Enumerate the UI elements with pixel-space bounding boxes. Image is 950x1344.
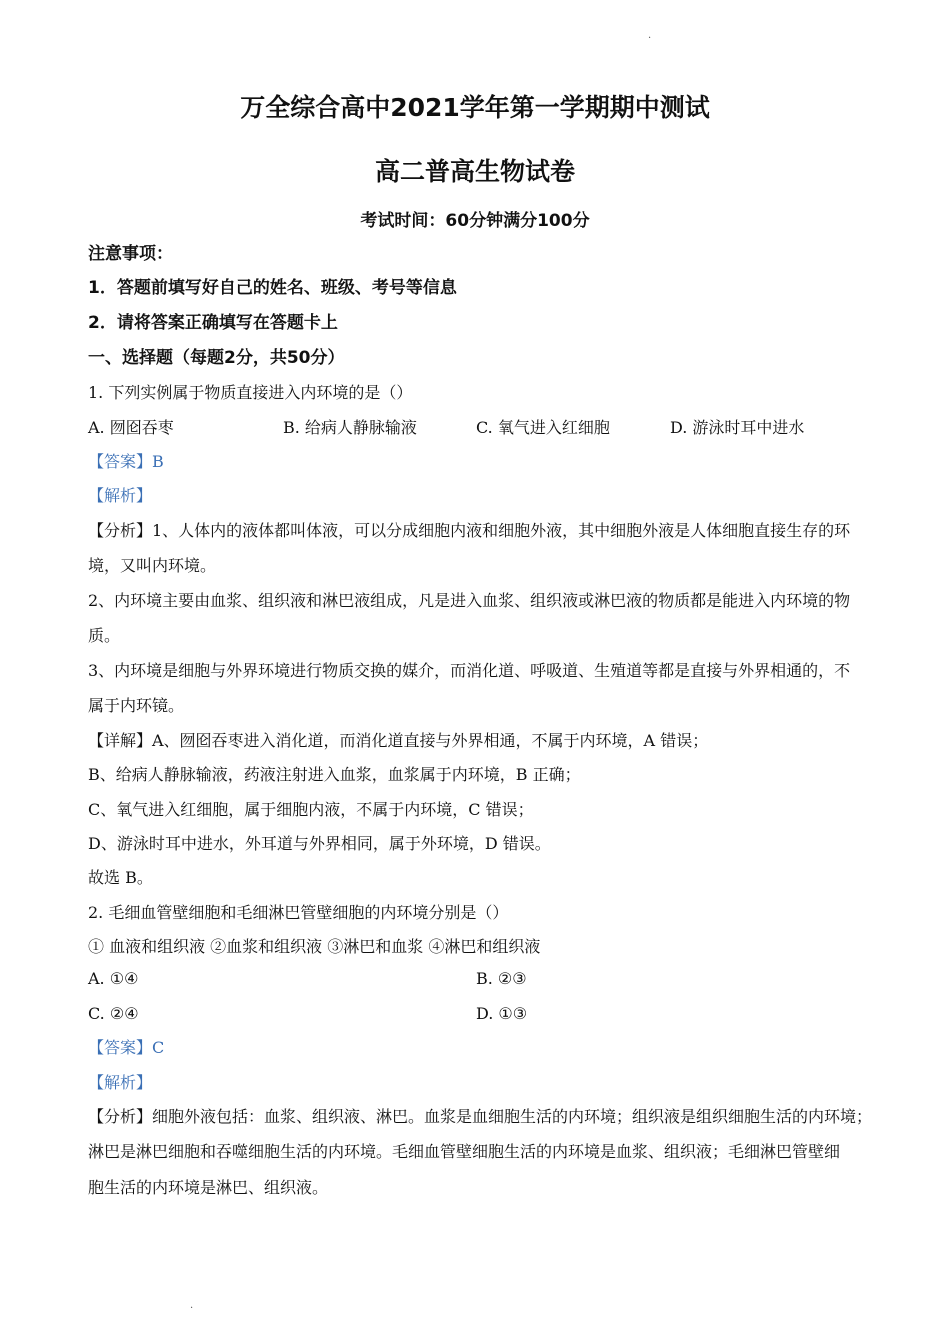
q2-choices: ① 血液和组织液 ②血浆和组织液 ③淋巴和血浆 ④淋巴和组织液 (88, 937, 541, 956)
q2-analysis-line: 淋巴是淋巴细胞和吞噬细胞生活的内环境。毛细血管壁细胞生活的内环境是血浆、组织液；毛细淋巴管壁细 (88, 1142, 841, 1161)
q1-answer: 【答案】B (88, 452, 164, 471)
notice-item: 1．答题前填写好自己的姓名、班级、考号等信息 (88, 278, 457, 298)
q1-option-b: B. 给病人静脉输液 (283, 418, 417, 437)
notice-heading: 注意事项： (88, 244, 173, 264)
q2-answer: 【答案】C (88, 1038, 165, 1057)
q1-analysis-line: 属于内环镜。 (88, 696, 185, 715)
q1-analysis-line: 质。 (88, 626, 121, 645)
q2-option-c: C. ②④ (88, 1004, 139, 1023)
q1-detail-line: D、游泳时耳中进水，外耳道与外界相同，属于外环境，D 错误。 (88, 834, 551, 853)
exam-title: 万全综合高中2021学年第一学期期中测试 (240, 93, 710, 122)
q1-option-c: C. 氧气进入红细胞 (476, 418, 610, 437)
q1-analysis-label: 【解析】 (88, 486, 153, 505)
top-dot-mark: . (648, 30, 652, 41)
notice-item: 2．请将答案正确填写在答题卡上 (88, 313, 338, 333)
section-heading: 一、选择题（每题2分，共50分） (88, 348, 345, 368)
q2-option-d: D. ①③ (476, 1004, 528, 1023)
q1-option-d: D. 游泳时耳中进水 (670, 418, 805, 437)
q1-detail-line: 【详解】A、囫囵吞枣进入消化道，而消化道直接与外界相通，不属于内环境，A 错误； (88, 731, 709, 750)
q2-option-b: B. ②③ (476, 969, 527, 988)
q1-detail-line: B、给病人静脉输液，药液注射进入血浆，血浆属于内环境，B 正确； (88, 765, 581, 784)
q2-analysis-line: 胞生活的内环境是淋巴、组织液。 (88, 1178, 329, 1197)
q2-option-a: A. ①④ (88, 969, 139, 988)
q2-analysis-line: 【分析】细胞外液包括：血浆、组织液、淋巴。血浆是血细胞生活的内环境；组织液是组织细胞生活的内环境； (88, 1107, 873, 1126)
q1-analysis-line: 境，又叫内环境。 (88, 556, 217, 575)
bottom-dot-mark: . (190, 1300, 194, 1311)
q2-stem: 2. 毛细血管壁细胞和毛细淋巴管壁细胞的内环境分别是（） (88, 903, 509, 922)
q1-analysis-line: 【分析】1、人体内的液体都叫体液，可以分成细胞内液和细胞外液，其中细胞外液是人体细胞直接生存的环 (88, 521, 851, 540)
q1-stem: 1. 下列实例属于物质直接进入内环境的是（） (88, 383, 413, 402)
exam-info: 考试时间：60分钟满分100分 (360, 211, 590, 231)
q1-detail-line: C、氧气进入红细胞，属于细胞内液，不属于内环境，C 错误； (88, 800, 534, 819)
q1-analysis-line: 3、内环境是细胞与外界环境进行物质交换的媒介，而消化道、呼吸道、生殖道等都是直接与外界相通的，不 (88, 661, 851, 680)
q1-conclusion: 故选 B。 (88, 868, 153, 887)
q1-option-a: A. 囫囵吞枣 (88, 418, 174, 437)
q2-analysis-label: 【解析】 (88, 1073, 153, 1092)
q1-analysis-line: 2、内环境主要由血浆、组织液和淋巴液组成，凡是进入血浆、组织液或淋巴液的物质都是能进入内环境的物 (88, 591, 851, 610)
exam-subtitle: 高二普高生物试卷 (374, 157, 575, 186)
